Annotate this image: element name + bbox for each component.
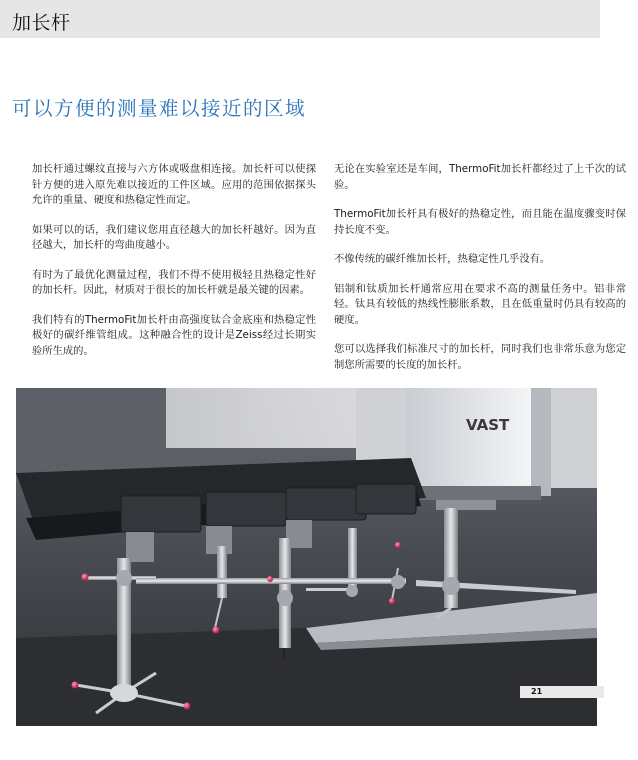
section-title: 加长杆: [12, 12, 71, 34]
paragraph: 加长杆通过螺纹直接与六方体或吸盘相连接。加长杆可以使探针方便的进入原先难以接近的工件区域。应用的范围依据探头允许的重量、硬度和热稳定性而定。: [32, 163, 316, 206]
left-column: [32, 162, 316, 373]
header-bar: [0, 0, 600, 38]
headline: 可以方便的测量难以接近的区域: [12, 97, 307, 120]
head-logo: VAST: [466, 416, 510, 434]
paragraph: 您可以选择我们标准尺寸的加长杆，同时我们也非常乐意为您定制您所需要的长度的加长杆。: [334, 343, 626, 371]
paragraph: 无论在实验室还是车间，ThermoFit加长杆都经过了上千次的试验。: [334, 163, 626, 191]
paragraph: 有时为了最优化测量过程，我们不得不使用极轻且热稳定性好的加长杆。因此，材质对于很长的加长杆就是最关键的因素。: [32, 268, 316, 296]
product-photo: [16, 388, 597, 726]
paragraph: 不像传统的碳纤维加长杆，热稳定性几乎没有。: [334, 253, 551, 265]
stylus-extensions-illustration: [16, 388, 597, 726]
right-column: [334, 162, 626, 387]
paragraph: 如果可以的话，我们建议您用直径越大的加长杆越好。因为直径越大，加长杆的弯曲度越小。: [32, 223, 316, 251]
page-number: 21: [531, 687, 543, 696]
paragraph: 我们特有的ThermoFit加长杆由高强度钛合金底座和热稳定性极好的碳纤维管组成。这种融合性的设计是Zeiss经过长期实验所生成的。: [32, 313, 316, 357]
paragraph: ThermoFit加长杆具有极好的热稳定性，而且能在温度骤变时保持长度不变。: [334, 208, 626, 236]
page-number-badge: [520, 686, 604, 698]
paragraph: 铝制和钛质加长杆通常应用在要求不高的测量任务中。铝非常轻。钛具有较低的热线性膨胀系数，且在低重量时仍具有较高的硬度。: [334, 282, 626, 326]
